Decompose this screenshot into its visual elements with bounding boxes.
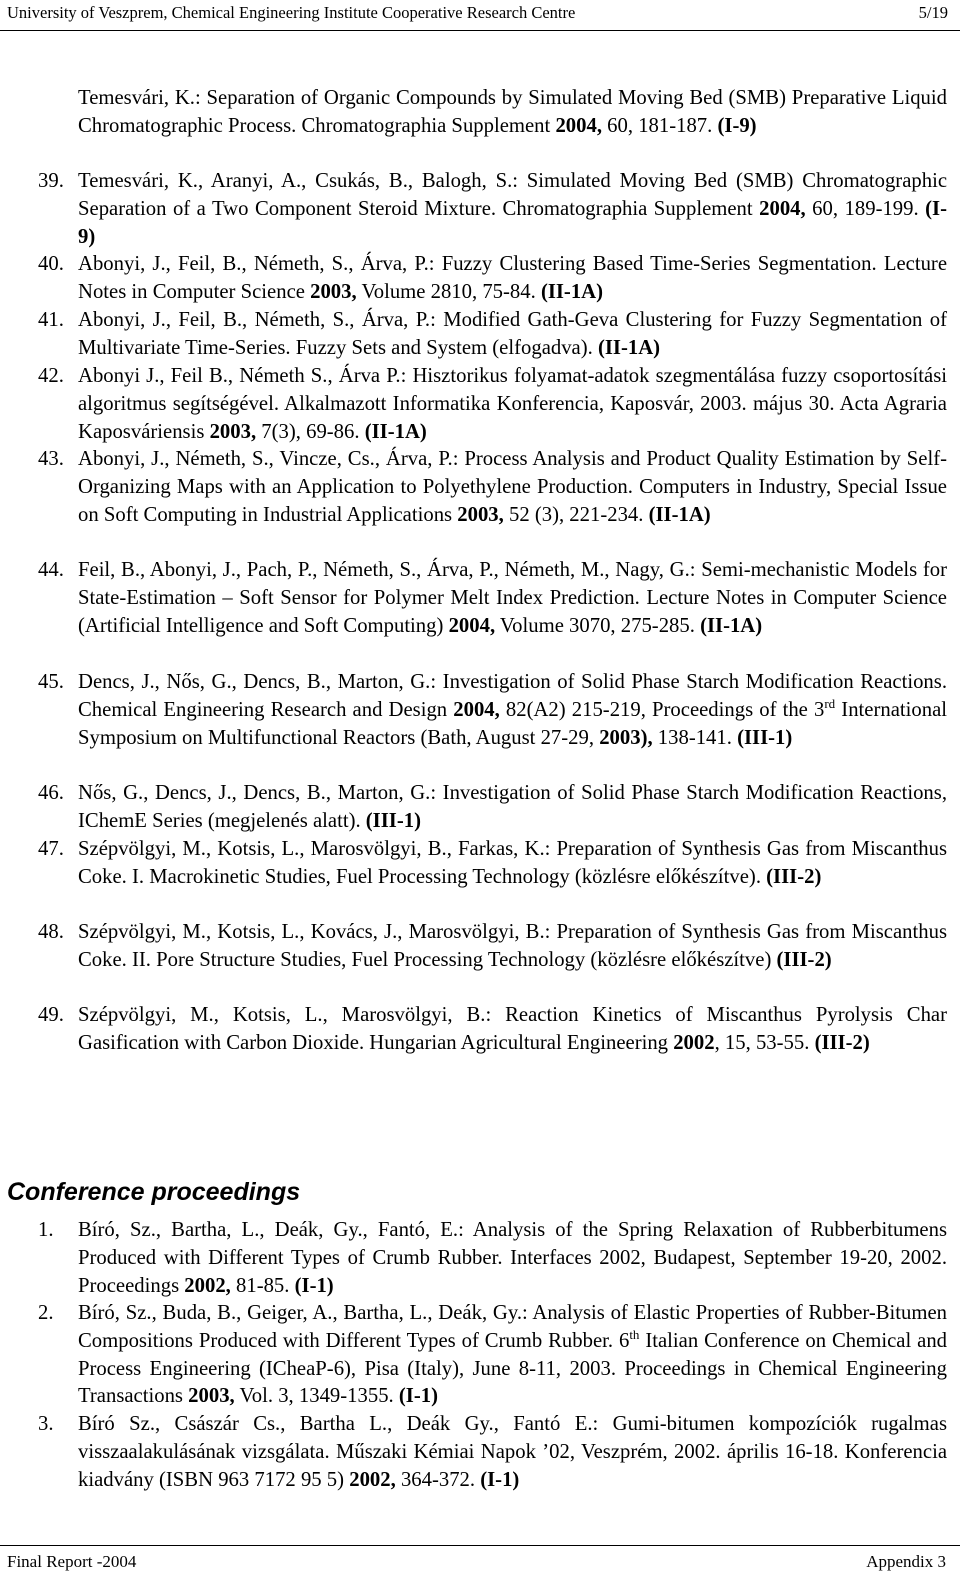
reference-number: 2. xyxy=(38,1302,54,1324)
reference-class: (III-2) xyxy=(776,948,832,971)
reference-pages: 138-141. xyxy=(652,726,738,749)
reference-year: 2003), xyxy=(599,726,653,749)
reference-number: 43. xyxy=(38,448,64,470)
reference-number: 46. xyxy=(38,782,64,804)
reference-pages: 60, 189-199. xyxy=(805,197,926,220)
reference-class: (I-9) xyxy=(717,114,757,137)
ordinal-superscript: th xyxy=(629,1326,640,1342)
reference-number: 44. xyxy=(38,559,64,581)
reference-year: 2004, xyxy=(448,614,496,637)
reference-entry xyxy=(38,557,947,640)
reference-class: (III-1) xyxy=(737,726,793,749)
page-header xyxy=(7,2,948,24)
reference-text: Szépvölgyi, M., Kotsis, L., Marosvölgyi, B., Farkas, K.: Preparation of Synthesis Gas from Miscanthus Coke. I. Macrokinetic Studies, Fuel Processing Technology (közlésre előkészítve). xyxy=(78,838,947,888)
reference-text: Feil, B., Abonyi, J., Pach, P., Németh, S., Árva, P., Németh, M., Nagy, G.: Semi-mechanistic Models for State-Estimation – Soft Sensor for Polymer Melt Index Prediction. Lecture Notes in Computer Science (Artificial Intelligence and Soft Computing) xyxy=(78,559,947,637)
header-institution: University of Veszprem, Chemical Engineering Institute Cooperative Research Centre xyxy=(7,3,576,22)
reference-pages: Vol. 3, 1349-1355. xyxy=(234,1385,399,1408)
reference-entry xyxy=(38,168,947,251)
reference-text: Abonyi, J., Feil, B., Németh, S., Árva, P.: Modified Gath-Geva Clustering for Fuzzy Segmentation of Multivariate Time-Series. Fuzzy Sets and System (elfogadva). xyxy=(78,309,947,359)
reference-entry xyxy=(38,669,947,752)
reference-year: 2004, xyxy=(759,197,806,220)
reference-number: 41. xyxy=(38,309,64,331)
reference-entry xyxy=(38,307,947,363)
reference-year: 2002, xyxy=(349,1468,396,1491)
ordinal-superscript: rd xyxy=(824,695,836,711)
reference-year: 2003, xyxy=(457,503,504,526)
reference-class: (II-1A) xyxy=(364,420,427,443)
reference-number: 49. xyxy=(38,1004,64,1026)
reference-number: 42. xyxy=(38,365,64,387)
reference-entry xyxy=(38,363,947,446)
reference-text: Nős, G., Dencs, J., Dencs, B., Marton, G.: Investigation of Solid Phase Starch Modification Reactions, IChemE Series (megjelenés alatt). xyxy=(78,782,947,832)
reference-pages: 52 (3), 221-234. xyxy=(503,503,649,526)
reference-text: Temesvári, K.: Separation of Organic Compounds by Simulated Moving Bed (SMB) Preparative Liquid Chromatographic Process. Chromatographia Supplement xyxy=(78,87,947,137)
reference-details: 82(A2) 215-219, Proceedings of the 3 xyxy=(499,698,825,721)
reference-year: 2002, xyxy=(184,1274,231,1297)
reference-year: 2004, xyxy=(555,114,602,137)
reference-entry xyxy=(38,446,947,529)
reference-class: (II-1A) xyxy=(700,614,763,637)
reference-class: (II-1A) xyxy=(648,503,711,526)
reference-number: 47. xyxy=(38,838,64,860)
reference-number: 40. xyxy=(38,253,64,275)
footer-rule xyxy=(0,1545,960,1546)
reference-text: Abonyi, J., Németh, S., Vincze, Cs., Árva, P.: Process Analysis and Product Quality Estimation by Self-Organizing Maps with an Application to Polyethylene Production. Computers in Industry, Special Issue on Soft Computing in Industrial Applications xyxy=(78,448,947,526)
reference-text: Bíró, Sz., Buda, B., Geiger, A., Bartha, L., Deák, Gy.: Analysis of Elastic Properties of Rubber-Bitumen Compositions Produced with Different Types of Crumb Rubber. 6 xyxy=(78,1302,947,1352)
reference-class: (II-1A) xyxy=(597,336,661,359)
header-page-number: 5/19 xyxy=(918,3,948,22)
reference-text: Szépvölgyi, M., Kotsis, L., Kovács, J., Marosvölgyi, B.: Preparation of Synthesis Gas from Miscanthus Coke. II. Pore Structure Studies, Fuel Processing Technology (közlésre előkészítve) xyxy=(78,921,947,971)
footer-report-title: Final Report -2004 xyxy=(7,1552,137,1571)
reference-class: (I-1) xyxy=(294,1274,334,1297)
reference-entry xyxy=(38,919,947,975)
reference-entry xyxy=(38,1002,947,1058)
reference-class: (III-2) xyxy=(766,865,822,888)
reference-text: Temesvári, K., Aranyi, A., Csukás, B., Balogh, S.: Simulated Moving Bed (SMB) Chromatographic Separation of a Two Component Steroid Mixture. Chromatographia Supplement xyxy=(78,170,947,220)
reference-pages: 364-372. xyxy=(395,1468,481,1491)
reference-year: 2003, xyxy=(310,280,357,303)
section-heading: Conference proceedings xyxy=(7,1178,301,1206)
header-rule xyxy=(0,30,960,31)
reference-details: International Symposium on Multifunctional Reactors (Bath, August 27-29, xyxy=(78,698,947,749)
reference-number: 45. xyxy=(38,671,64,693)
reference-class: (III-1) xyxy=(365,809,421,832)
reference-entry xyxy=(38,836,947,892)
reference-year: 2003, xyxy=(209,420,257,443)
reference-class: (I-1) xyxy=(480,1468,520,1491)
reference-entry xyxy=(38,780,947,836)
reference-class: (I-1) xyxy=(398,1385,438,1408)
reference-year: 2004, xyxy=(453,698,500,721)
reference-class: (II-1A) xyxy=(540,280,603,303)
reference-text: Abonyi, J., Feil, B., Németh, S., Árva, P.: Fuzzy Clustering Based Time-Series Segmentation. Lecture Notes in Computer Science xyxy=(78,253,947,303)
reference-entry xyxy=(38,251,947,307)
conference-entry xyxy=(38,1217,947,1300)
page-footer xyxy=(7,1550,946,1574)
reference-number: 48. xyxy=(38,921,64,943)
conference-entry xyxy=(38,1411,947,1494)
conference-entry xyxy=(38,1300,948,1411)
reference-pages: 81-85. xyxy=(230,1274,295,1297)
reference-text: Bíró, Sz., Bartha, L., Deák, Gy., Fantó, E.: Analysis of the Spring Relaxation of Rubberbitumens Produced with Different Types of Crumb Rubber. Interfaces 2002, Budapest, September 19-20, 2002. Proceedings xyxy=(78,1219,947,1297)
reference-text: Bíró Sz., Császár Cs., Bartha L., Deák Gy., Fantó E.: Gumi-bitumen kompozíciók rugalmas visszaalakulásának vizsgálata. Műszaki Kémiai Napok ’02, Veszprém, 2002. április 16-18. Konferencia kiadvány (ISBN 963 7172 95 5) xyxy=(78,1413,947,1491)
reference-pages: 60, 181-187. xyxy=(602,114,718,137)
reference-pages: , 15, 53-55. xyxy=(714,1031,815,1054)
reference-class: (III-2) xyxy=(814,1031,870,1054)
reference-number: 39. xyxy=(38,170,64,192)
footer-appendix: Appendix 3 xyxy=(866,1552,946,1571)
reference-pages: Volume 3070, 275-285. xyxy=(495,614,701,637)
reference-class: (I-9) xyxy=(78,197,947,248)
reference-text: Italian Conference on Chemical and Process Engineering (ICheaP-6), Pisa (Italy), June 8-11, 2003. Proceedings in Chemical Engineering Transactions xyxy=(78,1329,948,1408)
reference-entry-continuation xyxy=(78,85,947,141)
reference-pages: Volume 2810, 75-84. xyxy=(356,280,541,303)
reference-year: 2003, xyxy=(188,1385,235,1408)
reference-pages: 7(3), 69-86. xyxy=(256,420,365,443)
reference-text: Abonyi J., Feil B., Németh S., Árva P.: Hisztorikus folyamat-adatok szegmentálása fuzzy csoportosítási algoritmus segítségével. Alkalmazott Informatika Konferencia, Kaposvár, 2003. május 30. Acta Agraria Kaposváriensis xyxy=(78,365,947,443)
reference-number: 3. xyxy=(38,1413,54,1435)
reference-number: 1. xyxy=(38,1219,54,1241)
reference-text: Dencs, J., Nős, G., Dencs, B., Marton, G.: Investigation of Solid Phase Starch Modification Reactions. Chemical Engineering Research and Design xyxy=(78,671,947,721)
reference-year: 2002 xyxy=(673,1031,715,1054)
reference-text: Szépvölgyi, M., Kotsis, L., Marosvölgyi, B.: Reaction Kinetics of Miscanthus Pyrolysis Char Gasification with Carbon Dioxide. Hungarian Agricultural Engineering xyxy=(78,1004,947,1054)
